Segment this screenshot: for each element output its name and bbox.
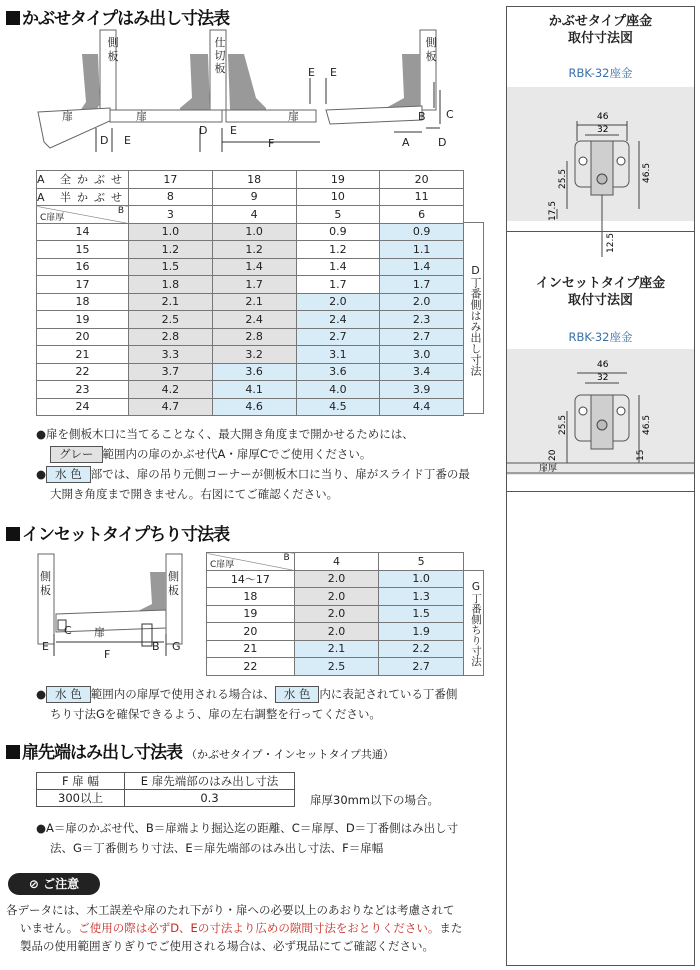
dim-C: C — [446, 108, 454, 121]
cell: 10 — [296, 188, 380, 206]
note1-line3: ● 水 色 部では、扉の吊り元側コーナーが側板木口に当り、扉がスライド丁番の最 — [36, 467, 470, 481]
dim-D-2: D — [199, 124, 208, 137]
partition-label: 仕切板 — [214, 36, 226, 75]
value-cell: 2.5 — [129, 311, 213, 329]
cell: 300以上 — [37, 790, 125, 807]
value-cell: 1.0 — [379, 570, 464, 588]
cell: 6 — [380, 206, 464, 224]
value-cell: 0.9 — [296, 223, 380, 241]
value-cell: 2.7 — [379, 658, 464, 676]
door-thickness-cell: 19 — [207, 605, 295, 623]
value-cell: 0.9 — [380, 223, 464, 241]
value-cell: 4.7 — [129, 398, 213, 416]
value-cell: 2.3 — [380, 311, 464, 329]
value-cell: 1.2 — [296, 241, 380, 259]
dim2-20: 20 — [548, 449, 558, 461]
cell: 0.3 — [125, 790, 295, 807]
dim-E-1: E — [124, 134, 131, 147]
cell: 19 — [296, 171, 380, 189]
legend-line1: ●A＝扉のかぶせ代、B＝扉端より掘込迄の距離、C＝扉厚、D＝丁番側はみ出し寸 — [36, 821, 459, 835]
table-row — [37, 311, 464, 329]
cell: 20 — [380, 171, 464, 189]
side-label-d: D丁番側はみ出し寸法 — [464, 222, 484, 414]
tip-header — [37, 773, 295, 790]
value-cell: 1.5 — [129, 258, 213, 276]
value-cell: 3.1 — [296, 346, 380, 364]
table-row — [37, 258, 464, 276]
value-cell: 2.1 — [212, 293, 296, 311]
value-cell: 1.5 — [379, 605, 464, 623]
row-b-header — [37, 206, 464, 224]
value-cell: 1.4 — [296, 258, 380, 276]
door-thickness-cell: 21 — [207, 640, 295, 658]
door-thickness-cell: 15 — [37, 241, 129, 259]
table-row — [37, 241, 464, 259]
table-row — [37, 293, 464, 311]
door-thickness-cell: 14〜17 — [207, 570, 295, 588]
panel1-title: かぶせタイプ座金 取付寸法図 — [548, 14, 653, 46]
dim-12.5: 12.5 — [606, 232, 616, 253]
note2-line2: ちり寸法Gを確保できるよう、扉の左右調整を行ってください。 — [50, 707, 381, 721]
value-cell: 4.5 — [296, 398, 380, 416]
value-cell: 2.4 — [296, 311, 380, 329]
dim2-46: 46 — [597, 360, 609, 370]
overlay-plate-drawing — [507, 97, 694, 257]
tip-table — [36, 772, 295, 807]
value-cell: 4.4 — [380, 398, 464, 416]
value-cell: 2.0 — [294, 570, 379, 588]
value-cell: 1.4 — [212, 258, 296, 276]
corner-cell: C扉厚 B — [207, 553, 295, 571]
row-b-header — [207, 553, 464, 571]
note1-line2: グレー 範囲内の扉のかぶせ代A・扉厚Cでご使用ください。 — [50, 444, 371, 464]
row-label: A 全かぶせ — [37, 171, 129, 189]
value-cell: 1.4 — [380, 258, 464, 276]
value-cell: 2.2 — [379, 640, 464, 658]
door-thickness-cell: 22 — [207, 658, 295, 676]
value-cell: 4.6 — [212, 398, 296, 416]
sideboard-label-1: 側板 — [107, 36, 119, 63]
value-cell: 2.4 — [212, 311, 296, 329]
inset-diagram — [34, 548, 190, 660]
value-cell: 2.8 — [129, 328, 213, 346]
dim-E-3: E — [308, 66, 315, 79]
dim2-46.5: 46.5 — [642, 414, 652, 435]
cell: 9 — [212, 188, 296, 206]
table-row — [37, 276, 464, 294]
dim2-B: B — [152, 640, 160, 653]
cell: 5 — [296, 206, 380, 224]
inset-table — [206, 552, 464, 676]
door-thickness-cell: 18 — [207, 588, 295, 606]
dim-B: B — [418, 110, 426, 123]
dim-32: 32 — [597, 125, 609, 135]
value-cell: 3.2 — [212, 346, 296, 364]
dim2-25.5: 25.5 — [558, 414, 568, 435]
door-thickness-cell: 20 — [207, 623, 295, 641]
caution-line1: 各データには、木工誤差や扉のたれ下がり・扉への必要以上のあおりなどは考慮されて — [6, 903, 455, 917]
door-label-3: 扉 — [288, 110, 299, 123]
value-cell: 2.8 — [212, 328, 296, 346]
sideboard-label-2: 側板 — [425, 36, 437, 63]
cell: 5 — [379, 553, 464, 571]
value-cell: 2.0 — [380, 293, 464, 311]
value-cell: 2.5 — [294, 658, 379, 676]
value-cell: 4.1 — [212, 381, 296, 399]
dim-17.5: 17.5 — [548, 200, 558, 221]
door-thickness-cell: 20 — [37, 328, 129, 346]
value-cell: 3.4 — [380, 363, 464, 381]
caution-line2: いません。ご使用の際は必ずD、Eの寸法より広めの隙間寸法をおとりください。また — [20, 921, 463, 935]
corner-cell: C扉厚 B — [37, 206, 129, 224]
sideboard-label-3: 側板 — [40, 570, 51, 597]
value-cell: 2.0 — [294, 588, 379, 606]
cell: 17 — [129, 171, 213, 189]
dim-25.5: 25.5 — [558, 168, 568, 189]
value-cell: 1.7 — [212, 276, 296, 294]
value-cell: 1.0 — [212, 223, 296, 241]
dim2-32: 32 — [597, 373, 609, 383]
blue-tag: 水 色 — [275, 686, 320, 703]
panel2-title: インセットタイプ座金 取付寸法図 — [535, 276, 666, 308]
dim-A: A — [402, 136, 410, 149]
dim2-C: C — [64, 624, 72, 637]
panel-divider — [507, 231, 694, 232]
cell: 11 — [380, 188, 464, 206]
panel2-model: RBK-32座金 — [568, 330, 633, 344]
dim2-E: E — [42, 640, 49, 653]
row-label: A 半かぶせ — [37, 188, 129, 206]
value-cell: 2.1 — [294, 640, 379, 658]
value-cell: 3.7 — [129, 363, 213, 381]
panel-empty — [507, 491, 694, 965]
value-cell: 1.7 — [380, 276, 464, 294]
dim2-G: G — [172, 640, 181, 653]
heading-overlay-table: かぶせタイプはみ出し寸法表 — [6, 4, 229, 29]
door-thickness-cell: 21 — [37, 346, 129, 364]
table-row — [207, 640, 464, 658]
table-row — [37, 398, 464, 416]
table-row — [37, 346, 464, 364]
row-half-overlay — [37, 188, 464, 206]
tip-note: 扉厚30mm以下の場合。 — [310, 793, 440, 807]
heading-tip-table: 扉先端はみ出し寸法表 （かぶせタイプ・インセットタイプ共通） — [6, 738, 394, 763]
door-thickness-label: 扉厚 — [539, 464, 558, 474]
tip-row — [37, 790, 295, 807]
blue-tag: 水 色 — [46, 466, 91, 483]
value-cell: 3.6 — [212, 363, 296, 381]
table-row — [207, 623, 464, 641]
value-cell: 1.1 — [380, 241, 464, 259]
overlay-table — [36, 170, 464, 416]
value-cell: 3.9 — [380, 381, 464, 399]
dim2-F: F — [104, 648, 111, 661]
caution-badge: ⊘ ご注意 — [8, 873, 100, 895]
header-f: F 扉 幅 — [37, 773, 125, 790]
door-thickness-cell: 23 — [37, 381, 129, 399]
table-row — [37, 363, 464, 381]
inset-plate-drawing — [507, 351, 694, 491]
door-thickness-cell: 24 — [37, 398, 129, 416]
header-e: E 扉先端部のはみ出し寸法 — [125, 773, 295, 790]
table-row — [207, 570, 464, 588]
value-cell: 2.0 — [296, 293, 380, 311]
dim-F: F — [268, 137, 275, 150]
table-row — [207, 658, 464, 676]
dim-46: 46 — [597, 112, 609, 122]
panel1-model: RBK-32座金 — [568, 66, 633, 80]
door-label-2: 扉 — [136, 110, 147, 123]
value-cell: 1.2 — [129, 241, 213, 259]
sideboard-label-4: 側板 — [168, 570, 179, 597]
value-cell: 1.8 — [129, 276, 213, 294]
table-row — [37, 328, 464, 346]
heading-inset-table: インセットタイプちり寸法表 — [6, 520, 229, 545]
dim-46.5: 46.5 — [642, 162, 652, 183]
value-cell: 1.3 — [379, 588, 464, 606]
value-cell: 2.1 — [129, 293, 213, 311]
door-thickness-cell: 16 — [37, 258, 129, 276]
cell: 8 — [129, 188, 213, 206]
table-row — [207, 588, 464, 606]
door-label-1: 扉 — [62, 110, 73, 123]
value-cell: 4.2 — [129, 381, 213, 399]
value-cell: 1.0 — [129, 223, 213, 241]
note1-line1: ●扉を側板木口に当てることなく、最大開き角度まで開かせるためには、 — [36, 427, 414, 441]
dim-D-3: D — [438, 136, 447, 149]
value-cell: 2.7 — [380, 328, 464, 346]
blue-tag: 水 色 — [46, 686, 91, 703]
value-cell: 2.0 — [294, 623, 379, 641]
legend-line2: 法、G＝丁番側ちり寸法、E＝扉先端部のはみ出し寸法、F＝扉幅 — [50, 841, 384, 855]
dim-E-4: E — [330, 66, 337, 79]
door-thickness-cell: 22 — [37, 363, 129, 381]
note2-line1: ● 水 色 範囲内の扉厚で使用される場合は、 水 色 内に表記されている丁番側 — [36, 687, 458, 701]
value-cell: 3.6 — [296, 363, 380, 381]
value-cell: 4.0 — [296, 381, 380, 399]
value-cell: 1.7 — [296, 276, 380, 294]
table-row — [37, 381, 464, 399]
caution-line3: 製品の使用範囲ぎりぎりでご使用される場合は、必ず現品にてご確認ください。 — [20, 939, 434, 953]
cell: 4 — [212, 206, 296, 224]
door-thickness-cell: 19 — [37, 311, 129, 329]
door-label-4: 扉 — [94, 626, 105, 639]
door-thickness-cell: 18 — [37, 293, 129, 311]
grey-tag: グレー — [50, 446, 103, 463]
row-full-overlay — [37, 171, 464, 189]
cell: 3 — [129, 206, 213, 224]
dim-D-1: D — [100, 134, 109, 147]
cell: 4 — [294, 553, 379, 571]
note1-line4: 大開き角度まで開きません。右図にてご確認ください。 — [50, 487, 339, 501]
door-thickness-cell: 14 — [37, 223, 129, 241]
dim2-15: 15 — [636, 449, 646, 461]
table-row — [37, 223, 464, 241]
caution-red-text: ご使用の際は必ずD、Eの寸法より広めの隙間寸法をおとりください。 — [78, 921, 440, 935]
cell: 18 — [212, 171, 296, 189]
value-cell: 1.9 — [379, 623, 464, 641]
door-thickness-cell: 17 — [37, 276, 129, 294]
side-label-g: G丁番側ちり寸法 — [464, 570, 484, 676]
value-cell: 2.0 — [294, 605, 379, 623]
value-cell: 3.3 — [129, 346, 213, 364]
table-row — [207, 605, 464, 623]
dim-E-2: E — [230, 124, 237, 137]
value-cell: 3.0 — [380, 346, 464, 364]
mounting-plate-panel — [506, 6, 695, 966]
value-cell: 1.2 — [212, 241, 296, 259]
value-cell: 2.7 — [296, 328, 380, 346]
